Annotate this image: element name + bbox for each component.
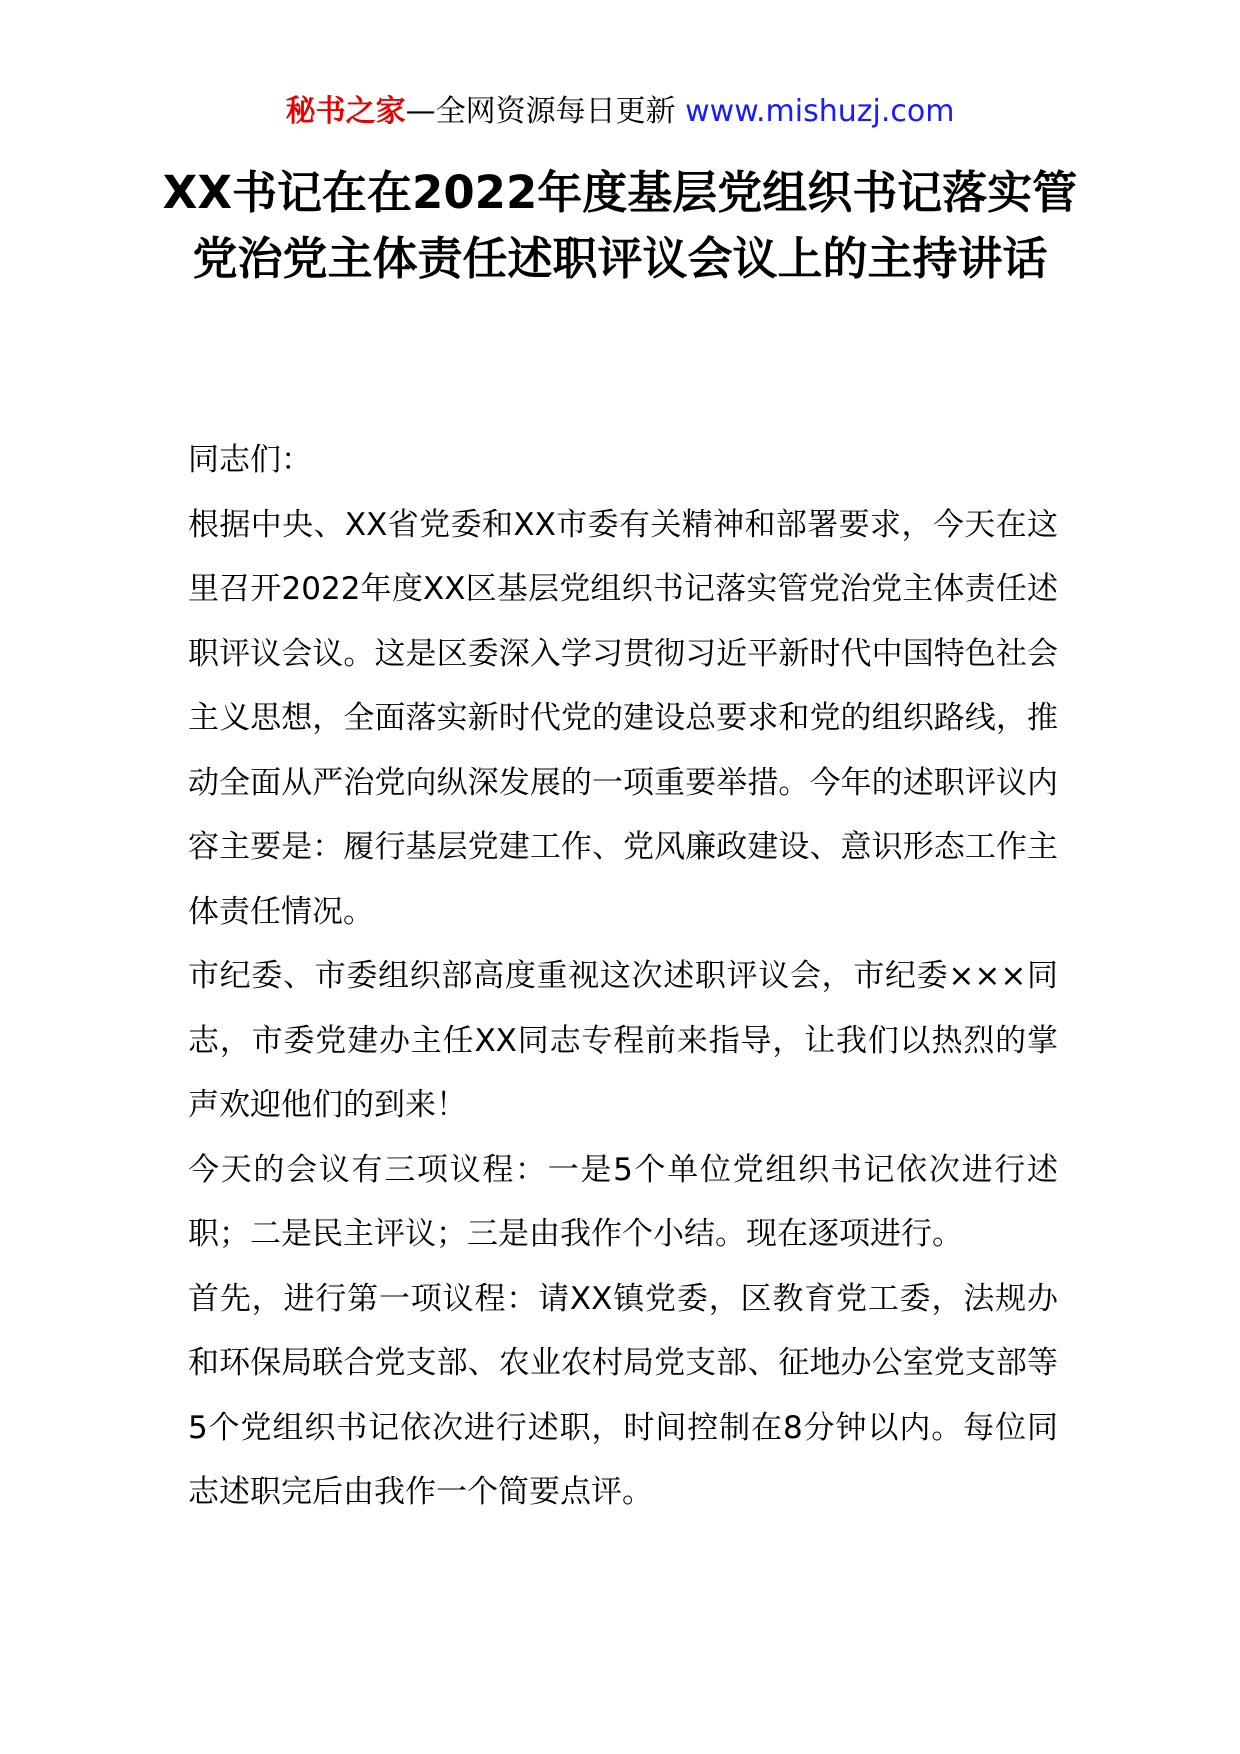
paragraph: 首先，进行第一项议程：请XX镇党委，区教育党工委，法规办和环保局联合党支部、农业农村局党支部、征地办公室党支部等5个党组织书记依次进行述职，时间控制在8分钟以内。每位同志述职完后由我作一个简要点评。 bbox=[188, 1280, 1058, 1510]
paragraph: 市纪委、市委组织部高度重视这次述职评议会，市纪委×××同志，市委党建办主任XX同志专程前来指导，让我们以热烈的掌声欢迎他们的到来！ bbox=[188, 958, 1058, 1123]
site-header bbox=[0, 92, 1240, 132]
salutation: 同志们： bbox=[188, 442, 312, 478]
site-brand: 秘书之家 bbox=[285, 94, 406, 129]
paragraph: 今天的会议有三项议程：一是5个单位党组织书记依次进行述职；二是民主评议；三是由我作个小结。现在逐项进行。 bbox=[188, 1151, 1058, 1252]
site-tagline: —全网资源每日更新 bbox=[405, 94, 676, 129]
document-title: XX书记在在2022年度基层党组织书记落实管党治党主体责任述职评议会议上的主持讲话 bbox=[162, 166, 1078, 285]
site-url-link[interactable]: www.mishuzj.com bbox=[685, 94, 955, 129]
paragraph: 根据中央、XX省党委和XX市委有关精神和部署要求，今天在这里召开2022年度XX区基层党组织书记落实管党治党主体责任述职评议会议。这是区委深入学习贯彻习近平新时代中国特色社会主义思想，全面落实新时代党的建设总要求和党的组织路线，推动全面从严治党向纵深发展的一项重要举措。今年的述职评议内容主要是：履行基层党建工作、党风廉政建设、意识形态工作主体责任情况。 bbox=[188, 506, 1058, 930]
document-body bbox=[188, 428, 1058, 1525]
